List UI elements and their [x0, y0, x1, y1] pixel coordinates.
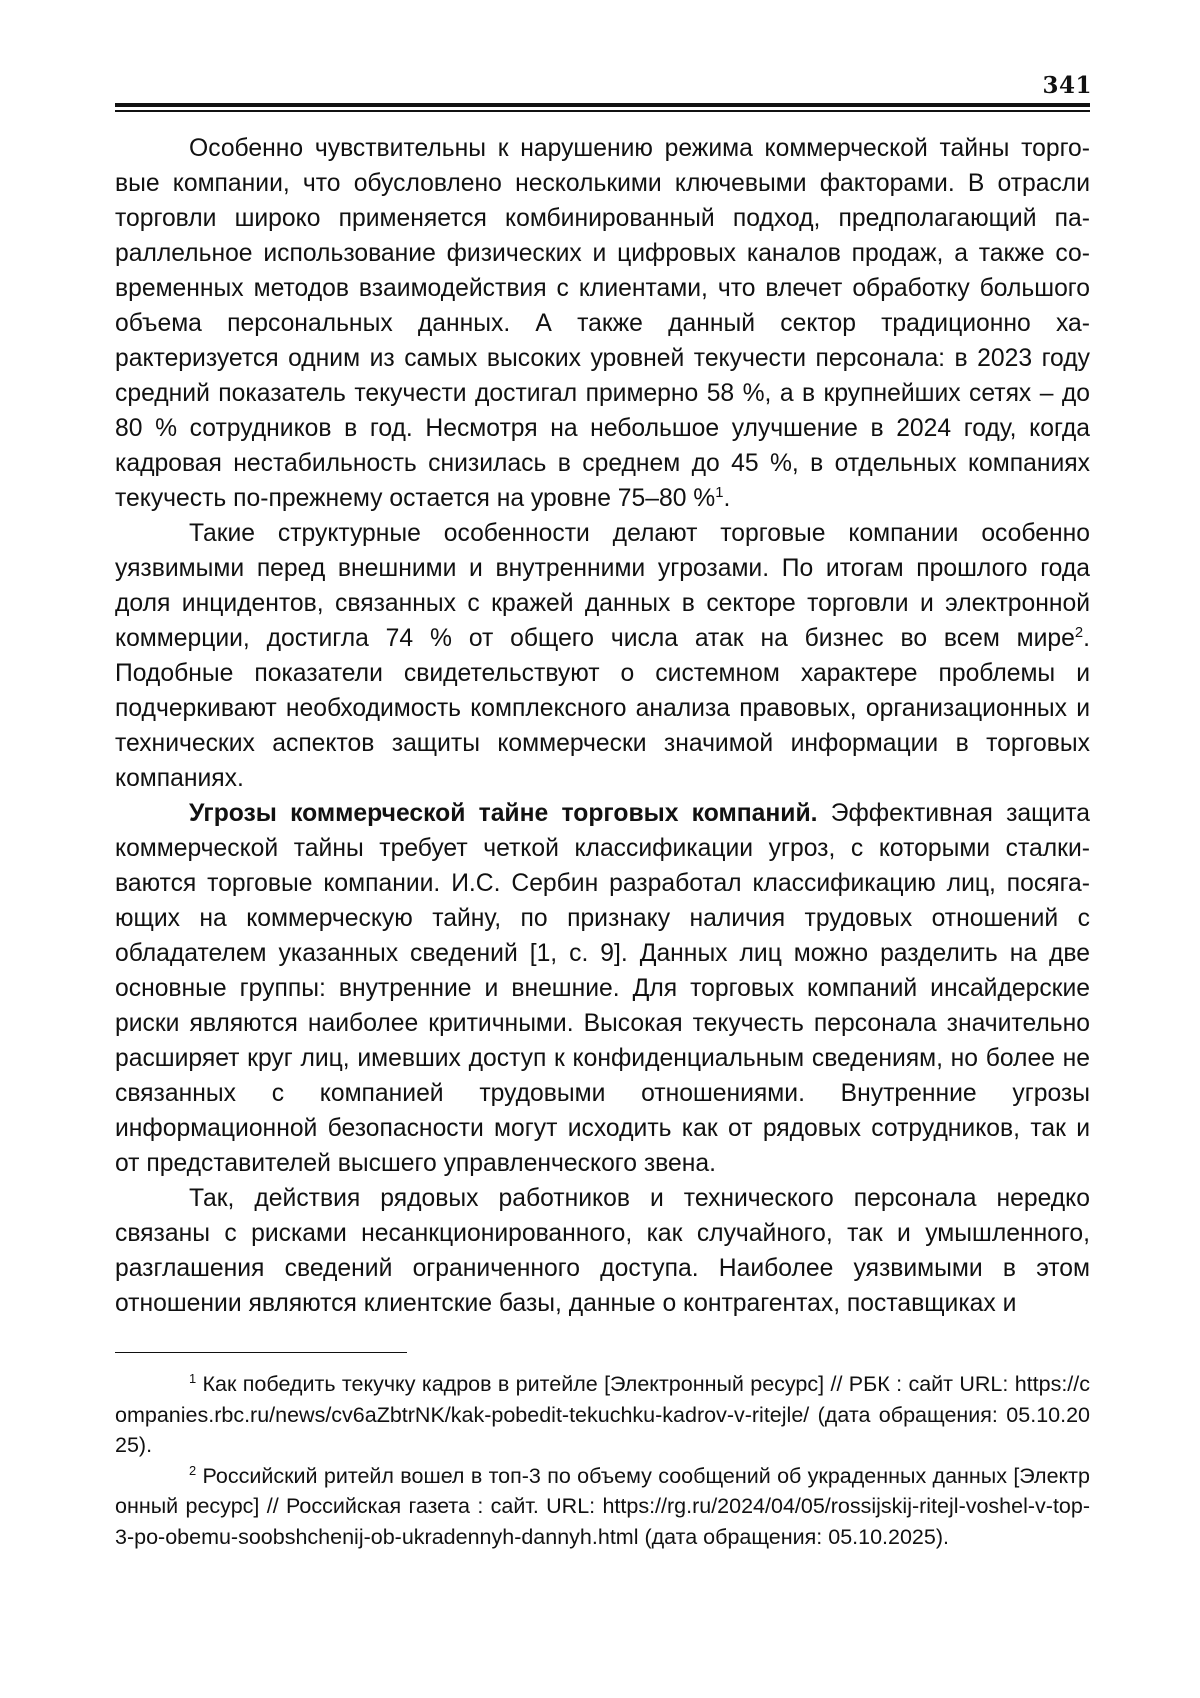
paragraph-1 — [115, 131, 1090, 516]
paragraph-text: Так, действия рядовых работников и технического персонала нередко связаны с рисками несанкционированного, как случайного, так и умышленного, разглашения сведений ограниченного доступа. Наиболее уязвимыми в этом отношении являются клиентские базы, данные о контрагентах, поставщиках и — [115, 1185, 1090, 1317]
footnote-marker: 2 — [189, 1462, 197, 1478]
paragraph-text: . — [723, 485, 731, 512]
footnote-ref-2: 2 — [1074, 624, 1084, 641]
footnote-marker: 1 — [189, 1370, 197, 1386]
paragraph-4 — [115, 1181, 1090, 1321]
footnotes — [115, 1369, 1090, 1552]
page-number: 341 — [1042, 72, 1092, 99]
body-text — [115, 131, 1090, 1321]
paragraph-text: Эффективная защита коммерческой тайны требует четкой классификации угроз, с которыми сталкиваются торговые компании. И.С. Сербин разработал классификацию лиц, посягающих на коммерческую тайну, по признаку наличия трудовых отношений с обладателем указанных сведений [1, с. 9]. Данных лиц можно разделить на две основные группы: внутренние и внешние. Для торговых компаний инсайдерские риски являются наиболее критичными. Высокая текучесть персонала значительно расширяет круг лиц, имевших доступ к конфиденциальным сведениям, но более не связанных с компанией трудовыми отношениями. Внутренние угрозы информационной безопасности могут исходить как от рядовых сотрудников, так и от представителей высшего управленческого звена. — [115, 800, 1090, 1177]
footnote-text: Российский ритейл вошел в топ-3 по объему сообщений об украденных данных [Электронный ресурс] // Российская газета : сайт. URL: https://rg.ru/2024/04/05/rossijskij-ritejl-voshel-v-top-3-po-obemu-soobshchenij-ob-ukradennyh-dannyh.html (дата обращения: 05.10.2025). — [115, 1463, 1090, 1549]
footnote-1 — [115, 1369, 1090, 1461]
section-heading: Угрозы коммерческой тайне торговых компаний. — [189, 800, 818, 827]
footnote-2 — [115, 1461, 1090, 1553]
paragraph-3 — [115, 796, 1090, 1181]
header-double-rule — [115, 103, 1090, 112]
paragraph-text: Такие структурные особенности делают торговые компании особенно уязвимыми перед внешними и внутренними угрозами. По итогам прошлого года доля инцидентов, связанных с кражей данных в секторе торговли и электронной коммерции, достигла 74 % от общего числа атак на бизнес во всем мире — [115, 520, 1090, 652]
paragraph-text: Особенно чувствительны к нарушению режима коммерческой тайны торговые компании, что обусловлено несколькими ключевыми факторами. В отрасли торговли широко применяется комбинированный подход, предполагающий параллельное использование физических и цифровых каналов продаж, а также современных методов взаимодействия с клиентами, что влечет обработку большого объема персональных данных. А также данный сектор традиционно характеризуется одним из самых высоких уровней текучести персонала: в 2023 году средний показатель текучести достигал примерно 58 %, а в крупнейших сетях – до 80 % сотрудников в год. Несмотря на небольшое улучшение в 2024 году, когда кадровая нестабильность снизилась в среднем до 45 %, в отдельных компаниях текучесть по-прежнему остается на уровне 75–80 % — [115, 135, 1090, 512]
paragraph-text: . Подобные показатели свидетельствуют о системном характере проблемы и подчеркивают необходимость комплексного анализа правовых, организационных и технических аспектов защиты коммерчески значимой информации в торговых компаниях. — [115, 625, 1090, 792]
footnote-ref-1: 1 — [715, 484, 724, 501]
paragraph-2 — [115, 516, 1090, 796]
footnote-separator — [115, 1352, 407, 1353]
footnote-text: Как победить текучку кадров в ритейле [Электронный ресурс] // РБК : сайт URL: https://companies.rbc.ru/news/cv6aZbtrNK/kak-pobedit-tekuchku-kadrov-v-ritejle/ (дата обращения: 05.10.2025). — [115, 1372, 1090, 1457]
